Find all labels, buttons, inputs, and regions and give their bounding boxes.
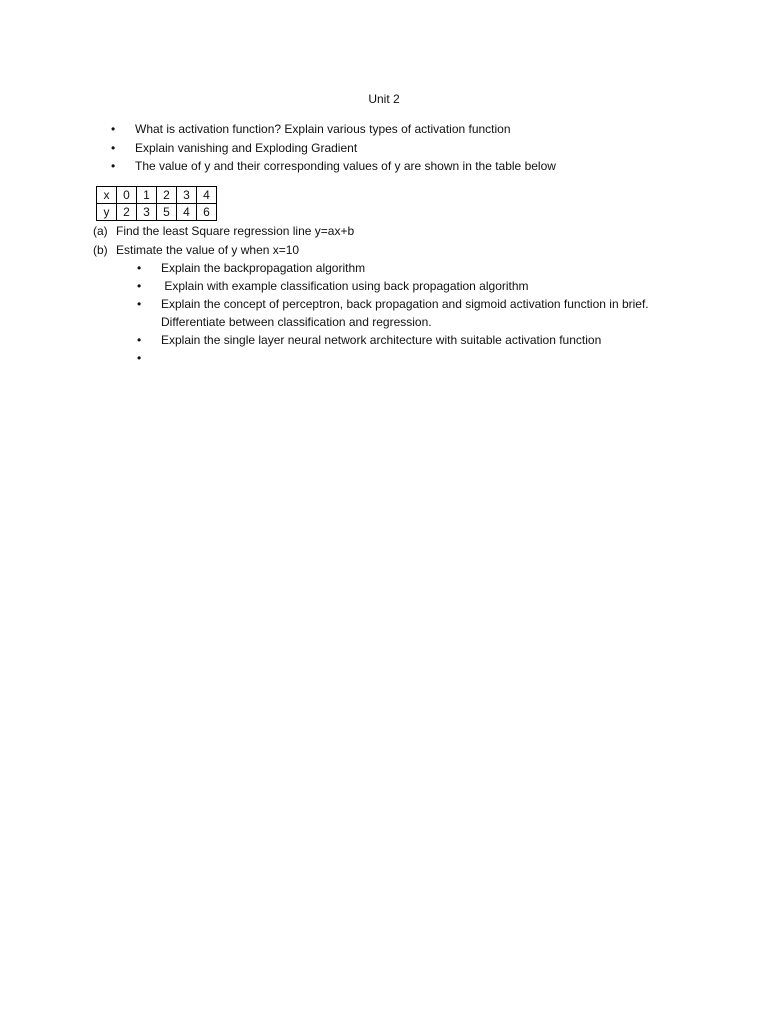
table-cell: 5 — [157, 204, 177, 221]
table-cell: 0 — [117, 187, 137, 204]
question-text: Explain vanishing and Exploding Gradient — [135, 140, 358, 155]
bullet-icon: • — [111, 159, 116, 173]
bullet-icon: • — [111, 140, 116, 155]
table-cell: 2 — [157, 187, 177, 204]
question-text: The value of y and their corresponding values of y are shown in the table below — [135, 159, 556, 173]
list-item — [137, 331, 661, 349]
bullet-icon: • — [137, 261, 142, 275]
bullet-icon: • — [137, 333, 142, 347]
list-item — [137, 295, 661, 331]
list-item — [111, 120, 695, 139]
sub-question-text: Estimate the value of y when x=10 — [116, 243, 300, 257]
list-item — [137, 259, 661, 277]
table-cell: 1 — [137, 187, 157, 204]
question-text: What is activation function? Explain various types of activation function — [135, 122, 511, 136]
document-title: Unit 2 — [368, 92, 400, 106]
question-list-top — [111, 120, 695, 176]
bullet-icon: • — [137, 279, 142, 293]
table-cell: 4 — [177, 204, 197, 221]
table-cell: y — [97, 204, 117, 221]
question-text: Explain the single layer neural network architecture with suitable activation function — [161, 333, 602, 347]
sub-question-a — [93, 222, 354, 240]
sub-question-b — [93, 241, 299, 259]
question-text: Explain the backpropagation algorithm — [161, 261, 366, 275]
list-item — [137, 277, 661, 295]
table-cell: 6 — [197, 204, 217, 221]
question-list-bottom — [137, 259, 661, 367]
sub-question-label: (a) — [93, 224, 108, 238]
table-cell: x — [97, 187, 117, 204]
list-item — [137, 349, 661, 367]
table-row — [97, 187, 217, 204]
list-item — [111, 157, 695, 176]
bullet-icon: • — [137, 297, 142, 311]
table-cell: 3 — [177, 187, 197, 204]
table-cell: 4 — [197, 187, 217, 204]
bullet-icon: • — [137, 351, 142, 365]
xy-data-table — [96, 186, 217, 221]
question-text: Explain the concept of perceptron, back propagation and sigmoid activation function in brief. Differentiate between classification and regression. — [161, 297, 649, 329]
table-cell: 2 — [117, 204, 137, 221]
table-row — [97, 204, 217, 221]
sub-question-label: (b) — [93, 243, 108, 257]
bullet-icon: • — [111, 122, 116, 136]
question-text: Explain with example classification using back propagation algorithm — [161, 279, 529, 293]
table-cell: 3 — [137, 204, 157, 221]
sub-question-text: Find the least Square regression line y=ax+b — [116, 224, 355, 238]
list-item — [111, 139, 695, 158]
